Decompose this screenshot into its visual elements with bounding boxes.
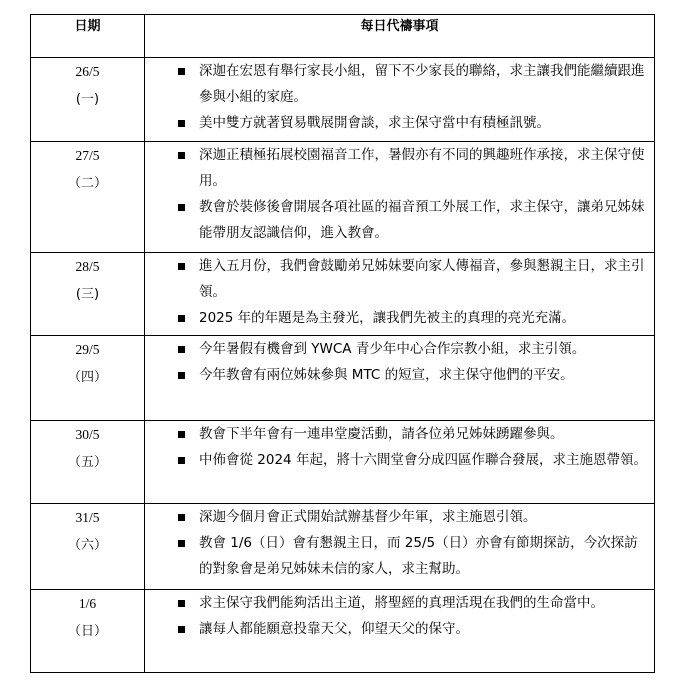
date-text: 1/6	[78, 596, 97, 611]
prayer-items-cell	[145, 421, 655, 504]
date-cell	[31, 421, 145, 504]
date-text: 27/5	[75, 148, 100, 163]
date-cell	[31, 58, 145, 142]
prayer-item-text: 讓每人都能願意投靠天父，仰望天父的保守。	[199, 621, 469, 637]
weekday-text: （二）	[67, 176, 107, 191]
square-bullet-icon	[178, 315, 185, 322]
date-cell	[31, 253, 145, 336]
prayer-items-list	[145, 58, 654, 136]
prayer-item-text: 教會下半年會有一連串堂慶活動，請各位弟兄姊妹踴躍參與。	[199, 426, 564, 442]
prayer-item-text: 美中雙方就著貿易戰展開會談，求主保守當中有積極訊號。	[199, 115, 550, 131]
prayer-item-text: 今年暑假有機會到 YWCA 青少年中心合作宗教小組，求主引領。	[199, 341, 586, 357]
square-bullet-icon	[178, 372, 185, 379]
weekday-text: （四）	[67, 370, 107, 385]
square-bullet-icon	[178, 626, 185, 633]
prayer-item	[145, 336, 654, 362]
weekday-text: （五）	[67, 455, 107, 470]
date-cell	[31, 504, 145, 590]
prayer-items-list	[145, 253, 654, 331]
prayer-items-cell	[145, 142, 655, 253]
prayer-items-cell	[145, 253, 655, 336]
date-text: 29/5	[75, 342, 100, 357]
date-text: 28/5	[75, 259, 100, 274]
table-row	[31, 421, 655, 504]
weekday-text: （日）	[67, 624, 107, 639]
prayer-items-list	[145, 142, 654, 246]
table-row	[31, 142, 655, 253]
header-row	[31, 15, 655, 58]
prayer-items-list	[145, 336, 654, 388]
date-text: 31/5	[75, 510, 100, 525]
prayer-item	[145, 447, 654, 473]
prayer-item	[145, 110, 654, 136]
square-bullet-icon	[178, 600, 185, 607]
square-bullet-icon	[178, 120, 185, 127]
prayer-item-text: 深迦今個月會正式開始試辦基督少年軍，求主施恩引領。	[199, 509, 537, 525]
square-bullet-icon	[178, 457, 185, 464]
prayer-items-list	[145, 421, 654, 473]
table-row	[31, 58, 655, 142]
prayer-item	[145, 58, 654, 110]
prayer-item-text: 深迦正積極拓展校園福音工作，暑假亦有不同的興趣班作承接，求主保守使用。	[199, 147, 645, 189]
table-row	[31, 504, 655, 590]
prayer-item	[145, 504, 654, 530]
table-row	[31, 336, 655, 421]
prayer-item	[145, 590, 654, 616]
date-cell	[31, 142, 145, 253]
prayer-items-cell	[145, 504, 655, 590]
prayer-item	[145, 616, 654, 642]
weekday-text: (一)	[75, 92, 100, 107]
date-text: 26/5	[75, 64, 100, 79]
prayer-item-text: 教會 1/6（日）會有懇親主日，而 25/5（日）亦會有節期探訪，今次探訪的對象會是弟兄姊妹未信的家人，求主幫助。	[199, 535, 638, 577]
date-cell	[31, 336, 145, 421]
date-text: 30/5	[75, 427, 100, 442]
prayer-item	[145, 194, 654, 246]
prayer-item-text: 進入五月份，我們會鼓勵弟兄姊妹要向家人傳福音，參與懇親主日，求主引領。	[199, 258, 645, 300]
weekday-text: (三)	[75, 287, 100, 302]
prayer-items-cell	[145, 336, 655, 421]
table-row	[31, 590, 655, 673]
prayer-item-text: 教會於裝修後會開展各項社區的福音預工外展工作，求主保守，讓弟兄姊妹能帶朋友認識信仰，進入教會。	[199, 199, 645, 241]
prayer-item	[145, 362, 654, 388]
prayer-items-cell	[145, 590, 655, 673]
prayer-item-text: 中佈會從 2024 年起，將十六間堂會分成四區作聯合發展，求主施恩帶領。	[199, 452, 647, 468]
prayer-items-list	[145, 504, 654, 582]
weekday-text: （六）	[67, 538, 107, 553]
prayer-item-text: 深迦在宏恩有舉行家長小組，留下不少家長的聯絡，求主讓我們能繼續跟進參與小組的家庭。	[199, 63, 645, 105]
prayer-item-text: 2025 年的年題是為主發光，讓我們先被主的真理的亮光充滿。	[199, 310, 576, 326]
square-bullet-icon	[178, 263, 185, 270]
square-bullet-icon	[178, 514, 185, 521]
prayer-item	[145, 253, 654, 305]
prayer-item-text: 今年教會有兩位姊妹參與 MTC 的短宣，求主保守他們的平安。	[199, 367, 574, 383]
prayer-items-list	[145, 590, 654, 642]
date-column-header: 日期	[31, 15, 145, 58]
square-bullet-icon	[178, 152, 185, 159]
square-bullet-icon	[178, 540, 185, 547]
prayer-item	[145, 142, 654, 194]
date-cell	[31, 590, 145, 673]
prayer-items-cell	[145, 58, 655, 142]
prayer-schedule-table	[30, 14, 655, 673]
prayer-item	[145, 530, 654, 582]
items-column-header: 每日代禱事項	[145, 15, 655, 58]
square-bullet-icon	[178, 68, 185, 75]
prayer-item	[145, 305, 654, 331]
prayer-item	[145, 421, 654, 447]
square-bullet-icon	[178, 204, 185, 211]
table-row	[31, 253, 655, 336]
square-bullet-icon	[178, 431, 185, 438]
prayer-item-text: 求主保守我們能夠活出主道，將聖經的真理活現在我們的生命當中。	[199, 595, 604, 611]
square-bullet-icon	[178, 346, 185, 353]
